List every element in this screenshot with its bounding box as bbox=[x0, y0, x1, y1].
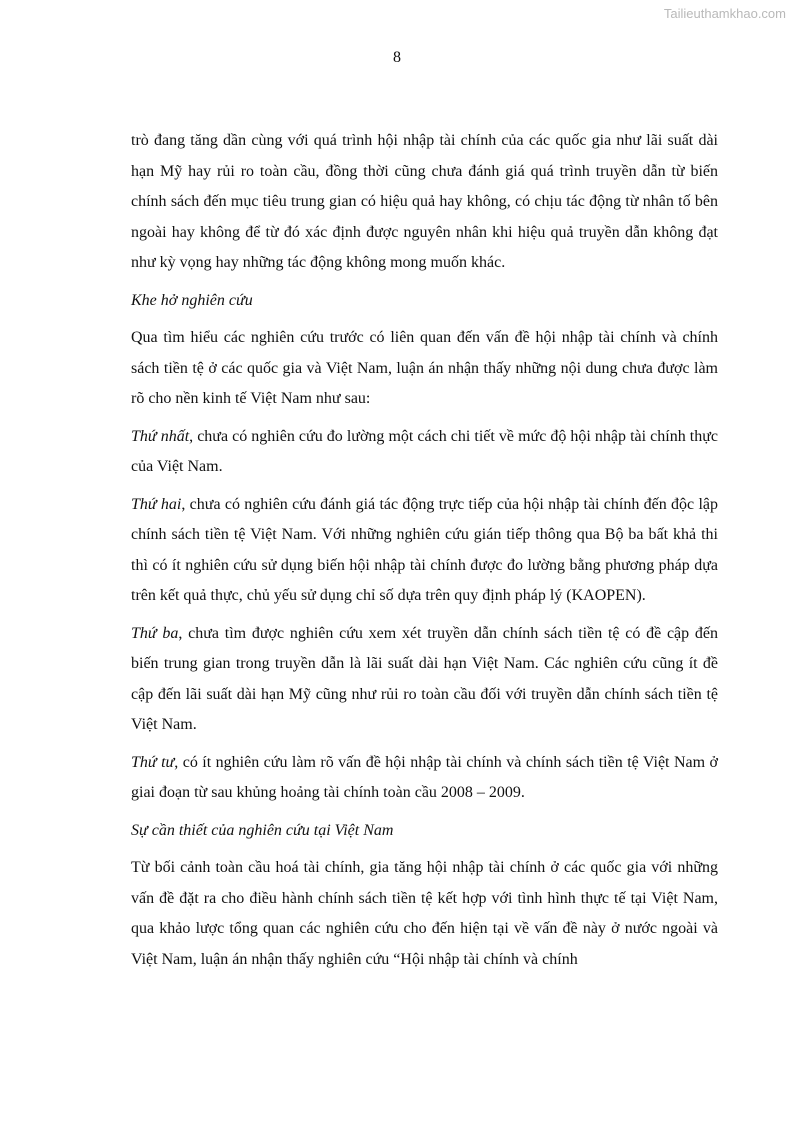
paragraph-first-lead: Thứ nhất bbox=[131, 427, 190, 445]
paragraph-third-lead: Thứ ba bbox=[131, 624, 179, 642]
paragraph-second-lead: Thứ hai bbox=[131, 495, 182, 513]
paragraph-first-body: , chưa có nghiên cứu đo lường một cách chi tiết về mức độ hội nhập tài chính thực của Việt Nam. bbox=[131, 427, 718, 475]
paragraph-fourth bbox=[131, 748, 718, 809]
paragraph-second-body: , chưa có nghiên cứu đánh giá tác động trực tiếp của hội nhập tài chính đến độc lập chính sách tiền tệ Việt Nam. Với những nghiên cứu gián tiếp thông qua Bộ ba bất khả thi thì có ít nghiên cứu sử dụng biến hội nhập tài chính được đo lường bằng phương pháp dựa trên kết quả thực, chủ yếu sử dụng chỉ số dựa trên quy định pháp lý (KAOPEN). bbox=[131, 495, 718, 604]
paragraph-intro: Qua tìm hiểu các nghiên cứu trước có liên quan đến vấn đề hội nhập tài chính và chính sách tiền tệ ở các quốc gia và Việt Nam, luận án nhận thấy những nội dung chưa được làm rõ cho nền kinh tế Việt Nam như sau: bbox=[131, 329, 718, 407]
document-body bbox=[131, 126, 718, 982]
paragraph-third bbox=[131, 619, 718, 741]
section-heading-necessity: Sự cần thiết của nghiên cứu tại Việt Nam bbox=[131, 821, 394, 839]
paragraph-context: Từ bối cảnh toàn cầu hoá tài chính, gia tăng hội nhập tài chính ở các quốc gia với những vấn đề đặt ra cho điều hành chính sách tiền tệ kết hợp với tình hình thực tế tại Việt Nam, qua khảo lược tổng quan các nghiên cứu cho đến hiện tại về vấn đề này ở nước ngoài và Việt Nam, luận án nhận thấy nghiên cứu “Hội nhập tài chính và chính bbox=[131, 859, 718, 968]
page-number: 8 bbox=[393, 49, 401, 66]
paragraph-second bbox=[131, 490, 718, 612]
section-heading-research-gap: Khe hở nghiên cứu bbox=[131, 291, 253, 309]
paragraph-continuation: trò đang tăng dần cùng với quá trình hội nhập tài chính của các quốc gia như lãi suất dài hạn Mỹ hay rủi ro toàn cầu, đồng thời cũng chưa đánh giá quá trình truyền dẫn từ biến chính sách đến mục tiêu trung gian có hiệu quả hay không, có chịu tác động từ nhân tố bên ngoài hay không để từ đó xác định được nguyên nhân khi hiệu quả truyền dẫn không đạt như kỳ vọng hay những tác động không mong muốn khác. bbox=[131, 132, 718, 271]
paragraph-fourth-body: , có ít nghiên cứu làm rõ vấn đề hội nhập tài chính và chính sách tiền tệ Việt Nam ở giai đoạn từ sau khủng hoảng tài chính toàn cầu 2008 – 2009. bbox=[131, 753, 718, 801]
paragraph-first bbox=[131, 422, 718, 483]
paragraph-third-body: , chưa tìm được nghiên cứu xem xét truyền dẫn chính sách tiền tệ có đề cập đến biến trung gian trong truyền dẫn là lãi suất dài hạn Việt Nam. Các nghiên cứu cũng ít đề cập đến lãi suất dài hạn Mỹ cũng như rủi ro toàn cầu đối với truyền dẫn chính sách tiền tệ Việt Nam. bbox=[131, 624, 719, 733]
watermark: Tailieuthamkhao.com bbox=[663, 6, 786, 21]
paragraph-fourth-lead: Thứ tư bbox=[131, 753, 175, 771]
